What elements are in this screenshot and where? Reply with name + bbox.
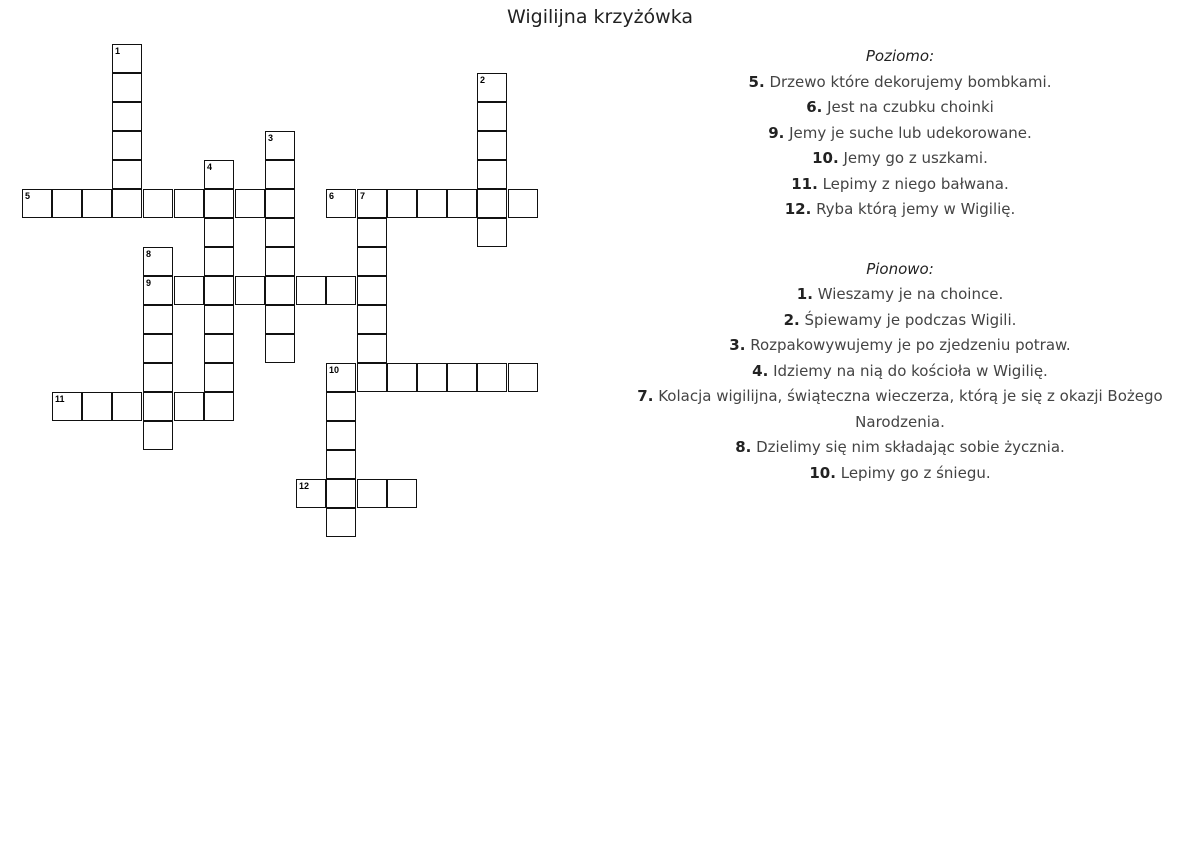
crossword-cell[interactable] [204, 218, 234, 247]
crossword-cell[interactable] [204, 189, 234, 218]
clue-text: Lepimy z niego bałwana. [822, 174, 1009, 193]
crossword-cell[interactable] [174, 189, 204, 218]
clue-text: Śpiewamy je podczas Wigili. [804, 310, 1017, 329]
crossword-cell[interactable] [357, 334, 387, 363]
clue-number: 3. [729, 336, 746, 354]
crossword-cell[interactable] [417, 363, 447, 392]
clue-text: Rozpakowywujemy je po zjedzeniu potraw. [750, 336, 1071, 354]
crossword-cell[interactable] [357, 363, 387, 392]
crossword-cell[interactable] [82, 392, 112, 421]
clue-text: Ryba którą jemy w Wigilię. [816, 200, 1016, 218]
crossword-cell[interactable] [143, 276, 173, 305]
crossword-cell[interactable] [357, 247, 387, 276]
crossword-cell[interactable] [357, 479, 387, 508]
crossword-grid [0, 0, 600, 560]
clue-number: 11. [791, 174, 818, 193]
crossword-cell[interactable] [112, 160, 142, 189]
clue-text: Idziemy na nią do kościoła w Wigilię. [773, 361, 1048, 380]
clue-number-label: 10 [329, 365, 340, 375]
clue-item [620, 461, 1180, 487]
crossword-cell[interactable] [143, 363, 173, 392]
clue-text: Dzielimy się nim składając sobie życznia. [756, 438, 1065, 456]
clue-number: 1. [796, 285, 813, 303]
crossword-cell[interactable] [417, 189, 447, 218]
crossword-cell[interactable] [477, 73, 507, 102]
crossword-cell[interactable] [204, 305, 234, 334]
clue-number: 10. [812, 149, 839, 167]
clue-number: 6. [806, 98, 823, 116]
crossword-cell[interactable] [112, 392, 142, 421]
clue-number-label: 4 [207, 162, 213, 172]
crossword-cell[interactable] [143, 247, 173, 276]
crossword-cell[interactable] [508, 363, 538, 392]
clue-text: Jest na czubku choinki [827, 98, 994, 116]
crossword-cell[interactable] [112, 102, 142, 131]
clue-item [620, 435, 1180, 461]
crossword-cell[interactable] [265, 276, 295, 305]
clue-number-label: 3 [268, 133, 274, 143]
crossword-cell[interactable] [447, 189, 477, 218]
clue-item [620, 282, 1180, 308]
crossword-cell[interactable] [235, 276, 265, 305]
crossword-cell[interactable] [326, 363, 356, 392]
crossword-cell[interactable] [326, 508, 356, 537]
clue-item [620, 333, 1180, 359]
crossword-cell[interactable] [204, 247, 234, 276]
clue-number-label: 6 [329, 191, 335, 201]
crossword-cell[interactable] [326, 479, 356, 508]
crossword-cell[interactable] [265, 218, 295, 247]
crossword-cell[interactable] [447, 363, 477, 392]
crossword-cell[interactable] [143, 421, 173, 450]
crossword-cell[interactable] [112, 73, 142, 102]
crossword-cell[interactable] [477, 131, 507, 160]
clue-item [620, 121, 1180, 147]
crossword-cell[interactable] [235, 189, 265, 218]
clues-panel [620, 44, 1180, 486]
down-clue-list [620, 282, 1180, 486]
crossword-cell[interactable] [204, 334, 234, 363]
clue-number: 9. [768, 123, 785, 142]
clue-number-label: 2 [480, 75, 486, 85]
clue-item [620, 172, 1180, 198]
page-title: Wigilijna krzyżówka [506, 6, 694, 28]
clue-number-label: 7 [360, 191, 366, 201]
clue-number: 5. [748, 72, 765, 91]
clue-number: 2. [783, 310, 800, 329]
crossword-cell[interactable] [477, 102, 507, 131]
crossword-cell[interactable] [296, 276, 326, 305]
clue-number-label: 5 [25, 191, 31, 201]
across-section [620, 44, 1180, 223]
clue-text: Drzewo które dekorujemy bombkami. [769, 72, 1052, 91]
clue-number: 10. [809, 463, 836, 482]
crossword-cell[interactable] [357, 218, 387, 247]
crossword-cell[interactable] [265, 334, 295, 363]
crossword-cell[interactable] [143, 305, 173, 334]
crossword-cell[interactable] [387, 189, 417, 218]
clue-number: 7. [637, 387, 654, 405]
crossword-cell[interactable] [477, 218, 507, 247]
crossword-cell[interactable] [326, 276, 356, 305]
crossword-cell[interactable] [52, 189, 82, 218]
crossword-cell[interactable] [265, 305, 295, 334]
crossword-cell[interactable] [265, 189, 295, 218]
crossword-cell[interactable] [357, 189, 387, 218]
crossword-cell[interactable] [357, 305, 387, 334]
crossword-cell[interactable] [387, 363, 417, 392]
clue-number-label: 11 [55, 394, 65, 404]
down-heading: Pionowo: [866, 259, 934, 278]
crossword-cell[interactable] [52, 392, 82, 421]
across-heading: Poziomo: [865, 47, 935, 65]
crossword-cell[interactable] [204, 276, 234, 305]
clue-text: Jemy je suche lub udekorowane. [789, 123, 1032, 142]
clue-number-label: 1 [115, 46, 121, 56]
crossword-cell[interactable] [204, 392, 234, 421]
crossword-cell[interactable] [477, 363, 507, 392]
clue-text: Wieszamy je na choince. [817, 285, 1004, 303]
clue-item [620, 95, 1180, 121]
clue-item [620, 359, 1180, 385]
crossword-cell[interactable] [265, 247, 295, 276]
clue-number: 4. [752, 361, 769, 380]
clue-text: Lepimy go z śniegu. [840, 463, 991, 482]
crossword-cell[interactable] [357, 276, 387, 305]
crossword-cell[interactable] [143, 334, 173, 363]
crossword-cell[interactable] [326, 189, 356, 218]
clue-item [620, 384, 1180, 435]
clue-number-label: 8 [146, 249, 152, 259]
crossword-cell[interactable] [387, 479, 417, 508]
crossword-cell[interactable] [112, 189, 142, 218]
clue-item [620, 197, 1180, 223]
clue-item [620, 308, 1180, 334]
crossword-cell[interactable] [204, 160, 234, 189]
clue-number-label: 12 [299, 481, 310, 491]
crossword-cell[interactable] [508, 189, 538, 218]
crossword-cell[interactable] [143, 392, 173, 421]
clue-number: 12. [784, 200, 812, 218]
crossword-cell[interactable] [22, 189, 52, 218]
down-section [620, 257, 1180, 487]
clue-text: Kolacja wigilijna, świąteczna wieczerza, którą je się z okazji Bożego Narodzenia. [658, 387, 1163, 431]
crossword-cell[interactable] [477, 160, 507, 189]
crossword-cell[interactable] [112, 131, 142, 160]
crossword-cell[interactable] [174, 392, 204, 421]
clue-number-label: 9 [146, 278, 152, 288]
crossword-cell[interactable] [326, 450, 356, 479]
crossword-cell[interactable] [477, 189, 507, 218]
clue-item [620, 70, 1180, 96]
crossword-cell[interactable] [296, 479, 326, 508]
clue-number: 8. [735, 438, 752, 456]
crossword-cell[interactable] [265, 131, 295, 160]
clue-text: Jemy go z uszkami. [843, 149, 988, 167]
across-clue-list [620, 70, 1180, 223]
crossword-cell[interactable] [265, 160, 295, 189]
crossword-cell[interactable] [204, 363, 234, 392]
crossword-cell[interactable] [82, 189, 112, 218]
crossword-cell[interactable] [112, 44, 142, 73]
clue-item [620, 146, 1180, 172]
crossword-cell[interactable] [174, 276, 204, 305]
crossword-cell[interactable] [143, 189, 173, 218]
crossword-cell[interactable] [326, 392, 356, 421]
crossword-cell[interactable] [326, 421, 356, 450]
